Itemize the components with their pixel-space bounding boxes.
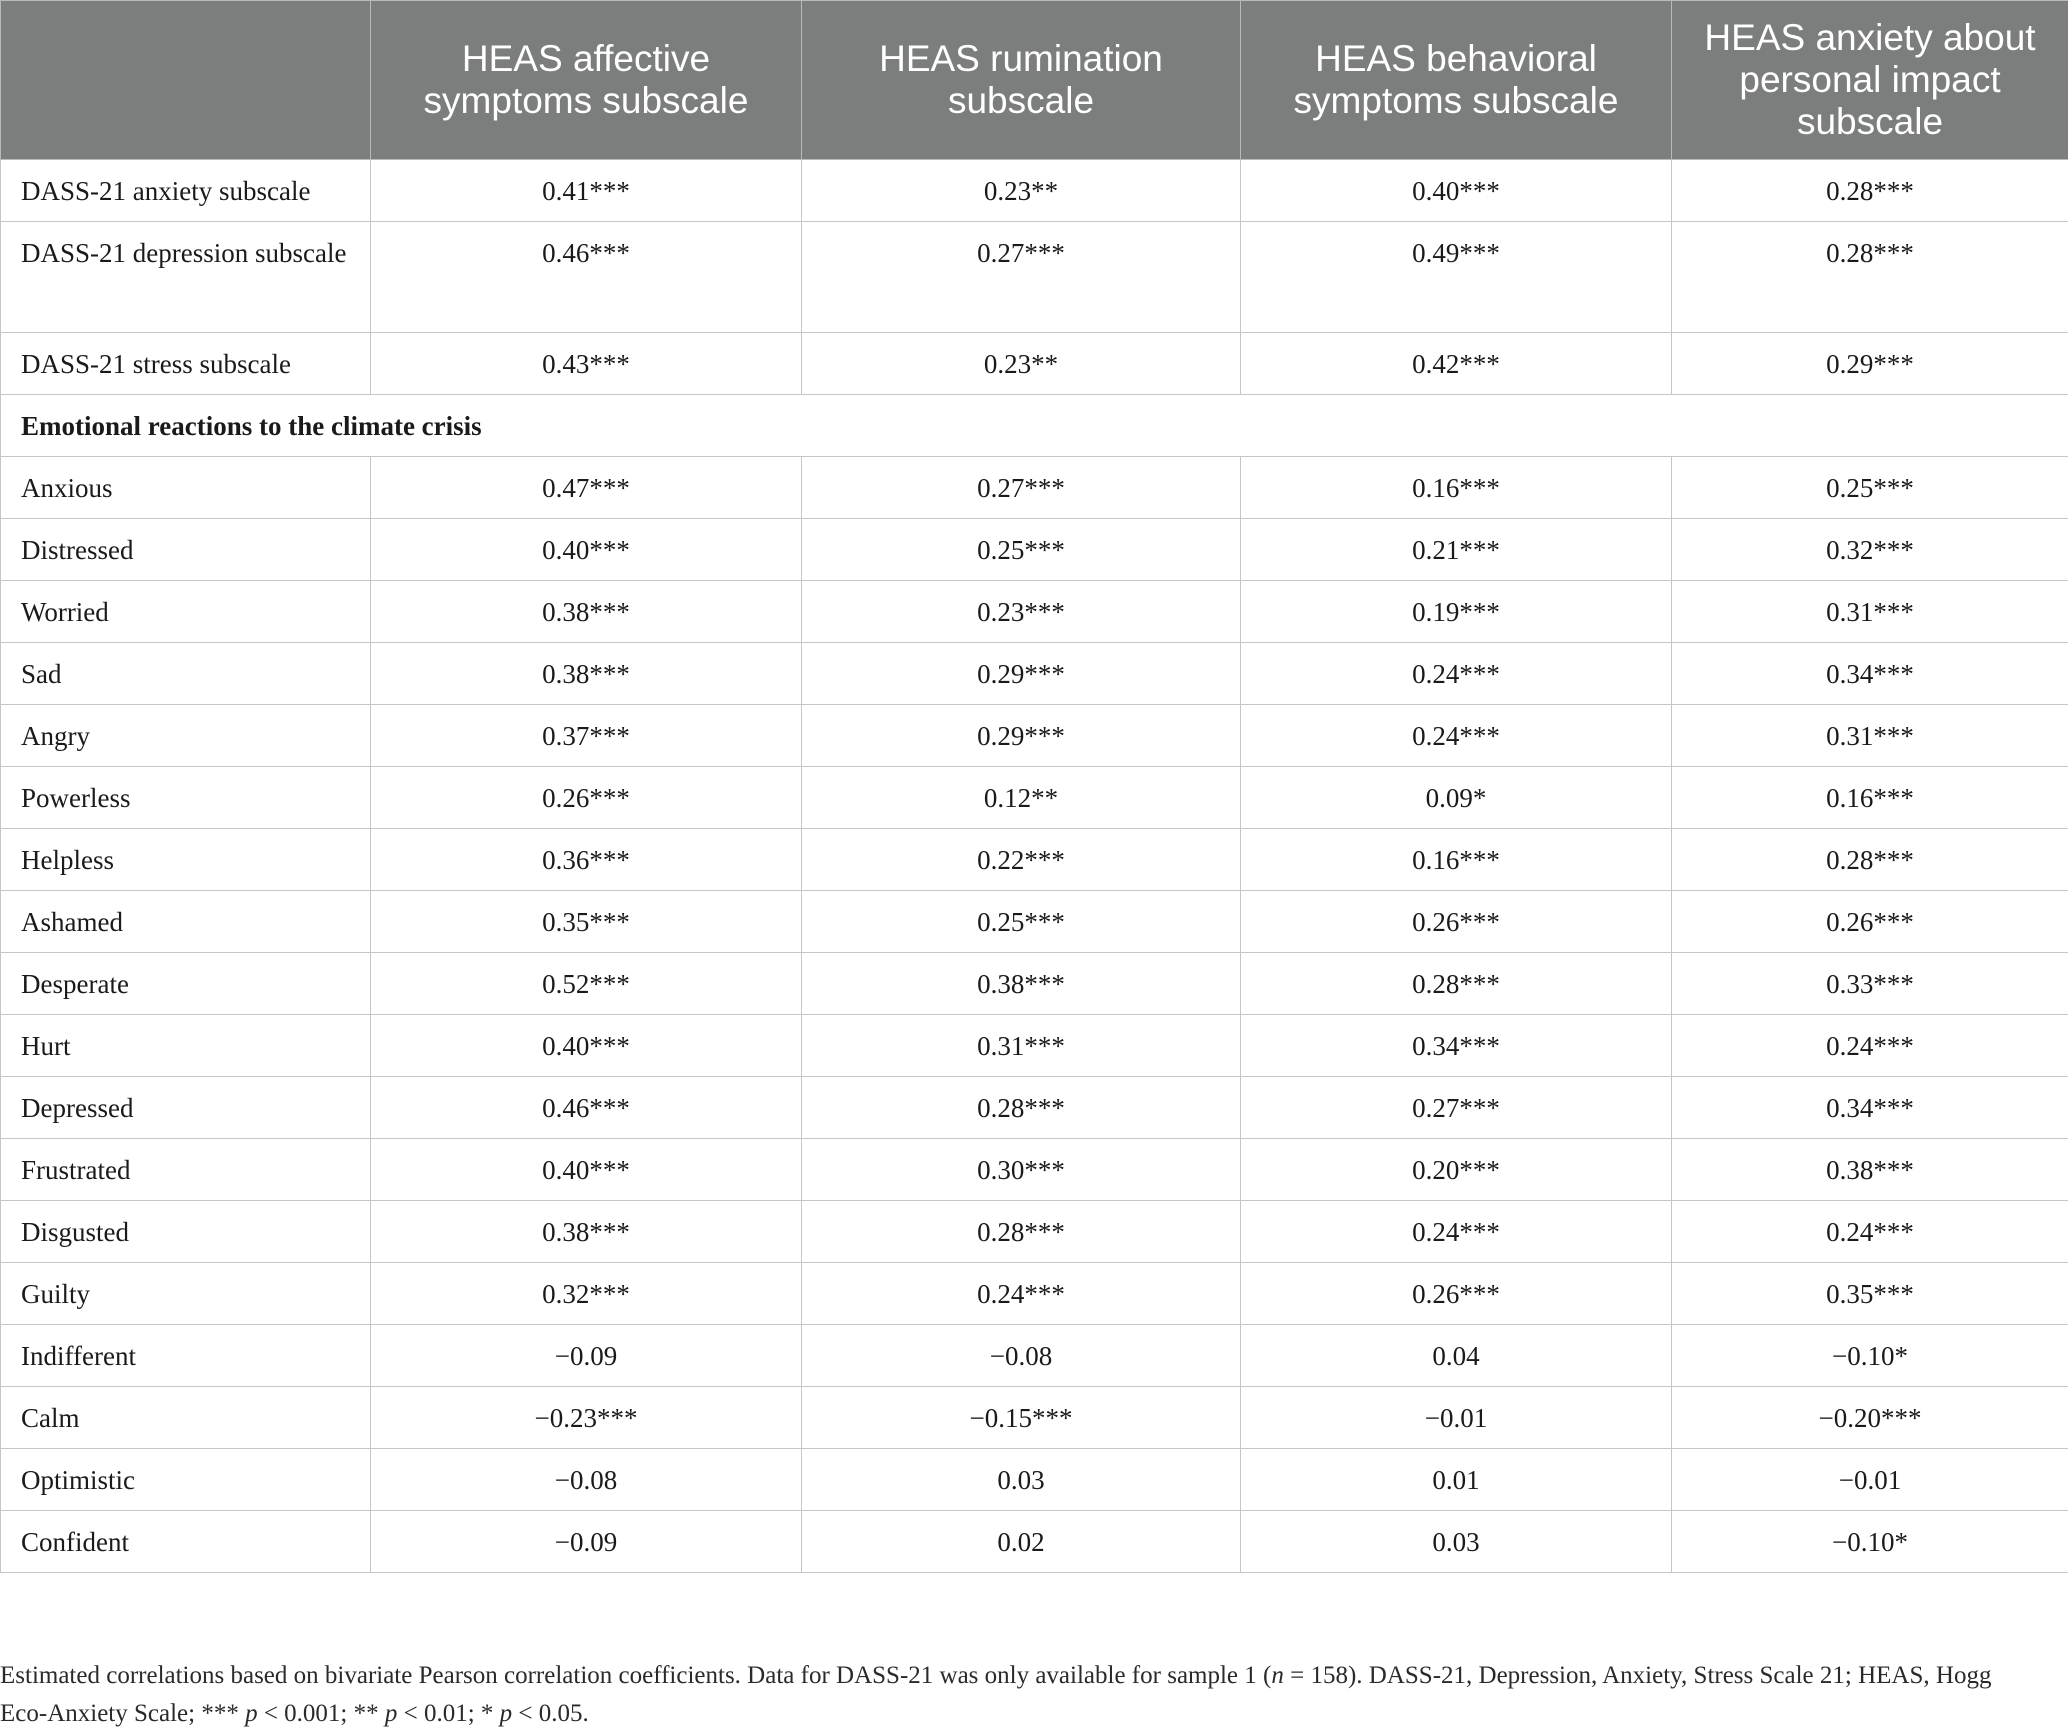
cell-value: 0.28*** — [1672, 222, 2068, 333]
cell-value: 0.24*** — [802, 1263, 1241, 1325]
row-label: Distressed — [1, 519, 371, 581]
table-row — [1, 333, 2068, 395]
table-row — [1, 1077, 2068, 1139]
footnote-italic: n — [1271, 1662, 1284, 1689]
cell-value: 0.35*** — [1672, 1263, 2068, 1325]
row-label: Guilty — [1, 1263, 371, 1325]
cell-value: 0.24*** — [1241, 705, 1672, 767]
row-label: Calm — [1, 1387, 371, 1449]
cell-value: 0.30*** — [802, 1139, 1241, 1201]
table-row — [1, 581, 2068, 643]
header-rumination: HEAS rumination subscale — [802, 1, 1241, 160]
cell-value: 0.23** — [802, 333, 1241, 395]
cell-value: 0.46*** — [371, 222, 802, 333]
table-row — [1, 160, 2068, 222]
cell-value: 0.37*** — [371, 705, 802, 767]
cell-value: 0.38*** — [1672, 1139, 2068, 1201]
row-label: Helpless — [1, 829, 371, 891]
cell-value: 0.22*** — [802, 829, 1241, 891]
cell-value: 0.43*** — [371, 333, 802, 395]
row-label: Disgusted — [1, 1201, 371, 1263]
row-label: Depressed — [1, 1077, 371, 1139]
footnote-text: < 0.001; ** — [258, 1700, 385, 1727]
table-row — [1, 1015, 2068, 1077]
row-label: Sad — [1, 643, 371, 705]
cell-value: 0.47*** — [371, 457, 802, 519]
cell-value: 0.38*** — [371, 643, 802, 705]
cell-value: 0.12** — [802, 767, 1241, 829]
cell-value: 0.34*** — [1672, 643, 2068, 705]
cell-value: 0.27*** — [802, 457, 1241, 519]
table-row — [1, 1263, 2068, 1325]
cell-value: 0.16*** — [1241, 829, 1672, 891]
footnote-italic: p — [500, 1700, 513, 1727]
row-label: DASS-21 depression subscale — [1, 222, 371, 333]
table-header — [1, 1, 2068, 160]
cell-value: 0.38*** — [371, 1201, 802, 1263]
table-row — [1, 222, 2068, 333]
cell-value: −0.15*** — [802, 1387, 1241, 1449]
row-label: Indifferent — [1, 1325, 371, 1387]
row-label: Frustrated — [1, 1139, 371, 1201]
cell-value: 0.28*** — [1241, 953, 1672, 1015]
row-label: Optimistic — [1, 1449, 371, 1511]
cell-value: 0.31*** — [1672, 581, 2068, 643]
header-cell-blank — [1, 1, 371, 160]
cell-value: −0.10* — [1672, 1325, 2068, 1387]
table-row — [1, 457, 2068, 519]
row-label: Anxious — [1, 457, 371, 519]
cell-value: 0.09* — [1241, 767, 1672, 829]
cell-value: −0.08 — [802, 1325, 1241, 1387]
cell-value: 0.40*** — [371, 1139, 802, 1201]
header-personal-impact: HEAS anxiety about personal impact subscale — [1672, 1, 2068, 160]
cell-value: 0.52*** — [371, 953, 802, 1015]
cell-value: 0.34*** — [1672, 1077, 2068, 1139]
row-label: Powerless — [1, 767, 371, 829]
cell-value: 0.25*** — [802, 519, 1241, 581]
header-row — [1, 1, 2068, 160]
cell-value: 0.40*** — [371, 1015, 802, 1077]
cell-value: 0.28*** — [1672, 829, 2068, 891]
cell-value: 0.20*** — [1241, 1139, 1672, 1201]
cell-value: 0.25*** — [802, 891, 1241, 953]
footnote-text: = 158). DASS-21, Depression, Anxiety, Stress Scale 21; HEAS, Hogg Eco-Anxiety Scale; *** — [0, 1662, 1991, 1727]
table-row — [1, 953, 2068, 1015]
cell-value: 0.04 — [1241, 1325, 1672, 1387]
table-row — [1, 1511, 2068, 1573]
row-label: Ashamed — [1, 891, 371, 953]
cell-value: 0.28*** — [802, 1201, 1241, 1263]
cell-value: 0.23** — [802, 160, 1241, 222]
cell-value: 0.29*** — [1672, 333, 2068, 395]
cell-value: 0.38*** — [802, 953, 1241, 1015]
cell-value: 0.02 — [802, 1511, 1241, 1573]
cell-value: 0.38*** — [371, 581, 802, 643]
table-row — [1, 705, 2068, 767]
table-body — [1, 160, 2068, 1573]
cell-value: 0.27*** — [1241, 1077, 1672, 1139]
table-row — [1, 767, 2068, 829]
cell-value: 0.25*** — [1672, 457, 2068, 519]
row-label: DASS-21 stress subscale — [1, 333, 371, 395]
cell-value: 0.16*** — [1241, 457, 1672, 519]
cell-value: 0.19*** — [1241, 581, 1672, 643]
section-row — [1, 395, 2068, 457]
cell-value: 0.24*** — [1241, 1201, 1672, 1263]
header-affective: HEAS affective symptoms subscale — [371, 1, 802, 160]
row-label: DASS-21 anxiety subscale — [1, 160, 371, 222]
cell-value: 0.26*** — [1241, 891, 1672, 953]
cell-value: 0.32*** — [1672, 519, 2068, 581]
section-label: Emotional reactions to the climate crisis — [1, 395, 2068, 457]
cell-value: 0.46*** — [371, 1077, 802, 1139]
cell-value: −0.01 — [1672, 1449, 2068, 1511]
cell-value: 0.40*** — [371, 519, 802, 581]
cell-value: 0.29*** — [802, 643, 1241, 705]
cell-value: 0.24*** — [1241, 643, 1672, 705]
cell-value: −0.23*** — [371, 1387, 802, 1449]
cell-value: 0.42*** — [1241, 333, 1672, 395]
table-row — [1, 519, 2068, 581]
cell-value: 0.23*** — [802, 581, 1241, 643]
table-row — [1, 1325, 2068, 1387]
cell-value: 0.49*** — [1241, 222, 1672, 333]
cell-value: 0.40*** — [1241, 160, 1672, 222]
cell-value: 0.28*** — [1672, 160, 2068, 222]
cell-value: 0.31*** — [802, 1015, 1241, 1077]
cell-value: 0.24*** — [1672, 1015, 2068, 1077]
row-label: Confident — [1, 1511, 371, 1573]
footnote-italic: p — [245, 1700, 258, 1727]
cell-value: 0.26*** — [1672, 891, 2068, 953]
footnote-text: Estimated correlations based on bivariate Pearson correlation coefficients. Data for DASS-21 was only available for sample 1 ( — [0, 1662, 1271, 1689]
cell-value: 0.26*** — [371, 767, 802, 829]
cell-value: 0.27*** — [802, 222, 1241, 333]
cell-value: 0.31*** — [1672, 705, 2068, 767]
table-row — [1, 891, 2068, 953]
cell-value: 0.24*** — [1672, 1201, 2068, 1263]
cell-value: 0.33*** — [1672, 953, 2068, 1015]
cell-value: 0.21*** — [1241, 519, 1672, 581]
row-label: Desperate — [1, 953, 371, 1015]
cell-value: −0.01 — [1241, 1387, 1672, 1449]
cell-value: 0.28*** — [802, 1077, 1241, 1139]
cell-value: 0.29*** — [802, 705, 1241, 767]
cell-value: 0.32*** — [371, 1263, 802, 1325]
footnote-text: < 0.05. — [512, 1700, 589, 1727]
table-row — [1, 1139, 2068, 1201]
footnote-text: < 0.01; * — [397, 1700, 499, 1727]
cell-value: 0.03 — [802, 1449, 1241, 1511]
table-row — [1, 643, 2068, 705]
cell-value: −0.20*** — [1672, 1387, 2068, 1449]
row-label: Worried — [1, 581, 371, 643]
cell-value: 0.35*** — [371, 891, 802, 953]
cell-value: 0.41*** — [371, 160, 802, 222]
footnote-italic: p — [385, 1700, 398, 1727]
cell-value: 0.03 — [1241, 1511, 1672, 1573]
cell-value: 0.36*** — [371, 829, 802, 891]
cell-value: −0.09 — [371, 1511, 802, 1573]
header-behavioral: HEAS behavioral symptoms subscale — [1241, 1, 1672, 160]
cell-value: 0.01 — [1241, 1449, 1672, 1511]
row-label: Angry — [1, 705, 371, 767]
table-row — [1, 829, 2068, 891]
table-row — [1, 1449, 2068, 1511]
cell-value: 0.26*** — [1241, 1263, 1672, 1325]
cell-value: 0.34*** — [1241, 1015, 1672, 1077]
cell-value: −0.08 — [371, 1449, 802, 1511]
table-row — [1, 1387, 2068, 1449]
cell-value: −0.09 — [371, 1325, 802, 1387]
table-row — [1, 1201, 2068, 1263]
cell-value: −0.10* — [1672, 1511, 2068, 1573]
row-label: Hurt — [1, 1015, 371, 1077]
cell-value: 0.16*** — [1672, 767, 2068, 829]
table-footnote — [0, 1657, 2030, 1733]
